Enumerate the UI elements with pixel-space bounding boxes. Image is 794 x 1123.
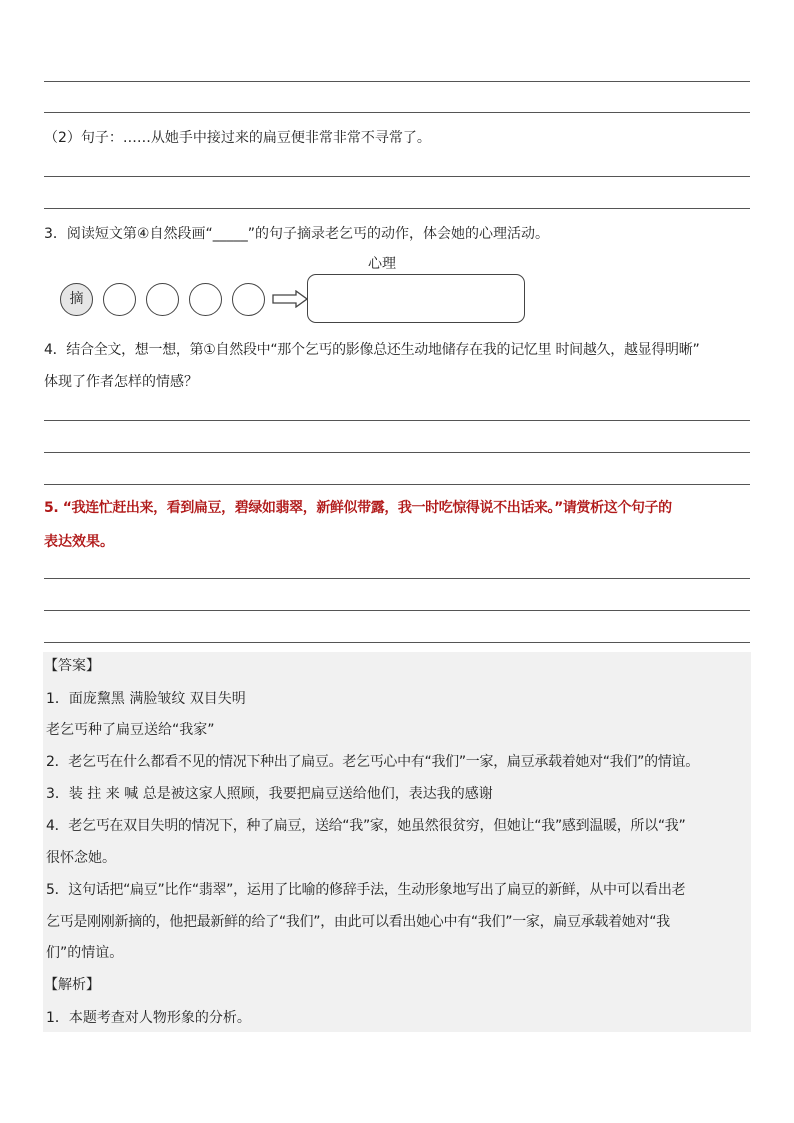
question-4-line-1: 4．结合全文，想一想，第①自然段中“那个乞丐的影像总还生动地储存在我的记忆里 时间越久，越显得明晰” <box>44 342 700 358</box>
answer-line <box>44 420 750 421</box>
answer-3: 3．装 拄 来 喊 总是被这家人照顾，我要把扁豆送给他们，表达我的感谢 <box>46 786 493 802</box>
analysis-heading: 【解析】 <box>44 977 100 993</box>
answer-line <box>44 484 750 485</box>
answer-line <box>44 176 750 177</box>
answer-line <box>44 208 750 209</box>
analysis-1: 1．本题考查对人物形象的分析。 <box>46 1010 251 1026</box>
answer-line <box>44 610 750 611</box>
answer-5-line-3: 们”的情谊。 <box>46 945 124 961</box>
answer-5-line-1: 5．这句话把“扁豆”比作“翡翠”，运用了比喻的修辞手法，生动形象地写出了扁豆的新鲜，从中可以看出老 <box>46 882 686 898</box>
answer-line <box>44 452 750 453</box>
question-5-line-2: 表达效果。 <box>44 534 114 550</box>
question-4-line-2: 体现了作者怎样的情感？ <box>44 374 198 390</box>
answer-4-line-1: 4．老乞丐在双目失明的情况下，种了扁豆，送给“我”家，她虽然很贫穷，但她让“我”感到温暖，所以“我” <box>46 818 686 834</box>
question-2-sentence-2: （2）句子：……从她手中接过来的扁豆便非常非常不寻常了。 <box>44 130 431 146</box>
answer-1-detail: 老乞丐种了扁豆送给“我家” <box>46 722 215 738</box>
answer-line <box>44 578 750 579</box>
answer-1: 1．面庞黧黑 满脸皱纹 双目失明 <box>46 691 246 707</box>
answer-5-line-2: 乞丐是刚刚新摘的，他把最新鲜的给了“我们”，由此可以看出她心中有“我们”一家，扁豆承载着她对“我 <box>46 914 670 930</box>
action-circle-1: 摘 <box>60 283 93 316</box>
answer-heading: 【答案】 <box>44 658 100 674</box>
psychology-label: 心理 <box>368 256 396 272</box>
answer-line <box>44 112 750 113</box>
action-circle-3[interactable] <box>146 283 179 316</box>
action-circle-5[interactable] <box>232 283 265 316</box>
action-circle-4[interactable] <box>189 283 222 316</box>
arrow-right-icon <box>272 290 308 308</box>
psychology-answer-box[interactable] <box>307 274 525 323</box>
action-circle-2[interactable] <box>103 283 136 316</box>
answer-line <box>44 81 750 82</box>
answer-2: 2．老乞丐在什么都看不见的情况下种出了扁豆。老乞丐心中有“我们”一家，扁豆承载着她对“我们”的情谊。 <box>46 754 699 770</box>
question-3: 3．阅读短文第④自然段画“_____”的句子摘录老乞丐的动作，体会她的心理活动。 <box>44 226 549 242</box>
question-5-line-1: 5. “我连忙赶出来，看到扁豆，碧绿如翡翠，新鲜似带露，我一时吃惊得说不出话来。”请赏析这个句子的 <box>44 500 672 516</box>
answer-4-line-2: 很怀念她。 <box>46 850 116 866</box>
answer-line <box>44 642 750 643</box>
